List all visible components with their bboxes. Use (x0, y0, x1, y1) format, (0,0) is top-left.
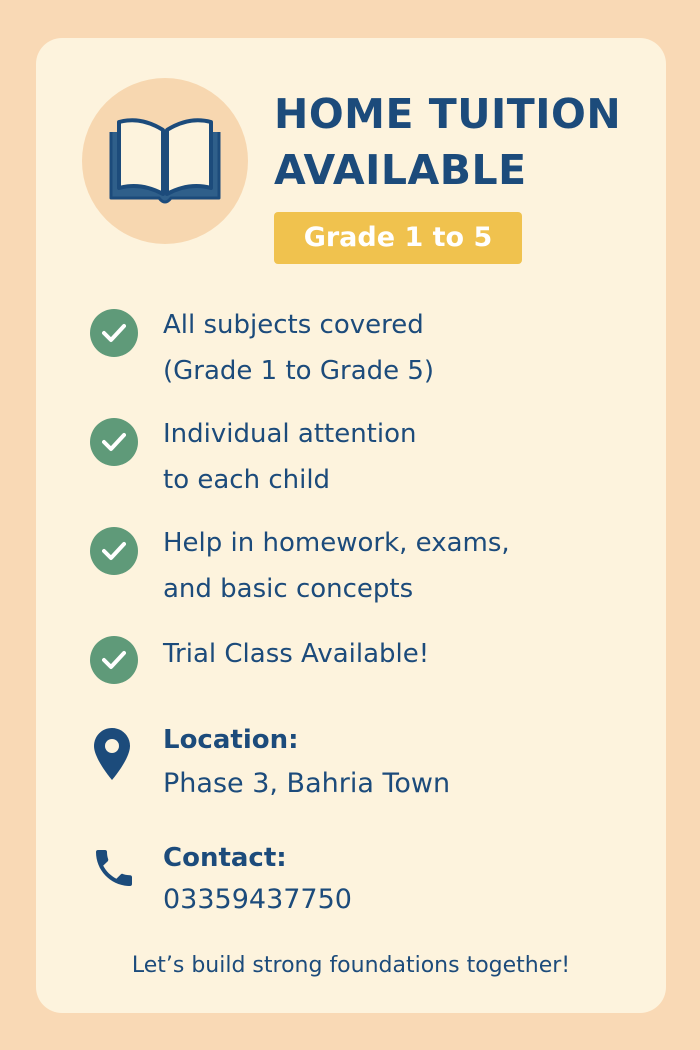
tagline: Let’s build strong foundations together! (131, 953, 571, 978)
book-icon-circle (82, 78, 248, 244)
feature-text (163, 411, 417, 503)
title-line-2: AVAILABLE (274, 146, 527, 194)
grade-badge: Grade 1 to 5 (274, 212, 522, 264)
location-label: Location: (163, 725, 299, 755)
check-circle-icon (90, 527, 138, 575)
page-title (274, 86, 621, 198)
check-circle-icon (90, 636, 138, 684)
feature-line: All subjects covered (163, 310, 424, 340)
feature-line: Individual attention (163, 419, 417, 449)
check-circle-icon (90, 418, 138, 466)
contact-label: Contact: (163, 843, 287, 873)
open-book-icon (105, 112, 225, 208)
flyer-card (36, 38, 666, 1013)
check-circle-icon (90, 309, 138, 357)
phone-icon (90, 844, 138, 892)
feature-line: to each child (163, 465, 331, 495)
feature-line: Trial Class Available! (163, 639, 430, 669)
title-line-1: HOME TUITION (274, 90, 622, 138)
contact-value: 03359437750 (163, 884, 352, 915)
feature-line: and basic concepts (163, 574, 414, 604)
feature-text (163, 520, 510, 612)
feature-text (163, 302, 434, 394)
feature-text (163, 631, 429, 677)
feature-line: Help in homework, exams, (163, 528, 510, 558)
feature-line: (Grade 1 to Grade 5) (163, 356, 435, 386)
location-value: Phase 3, Bahria Town (163, 768, 451, 799)
location-pin-icon (94, 728, 130, 780)
